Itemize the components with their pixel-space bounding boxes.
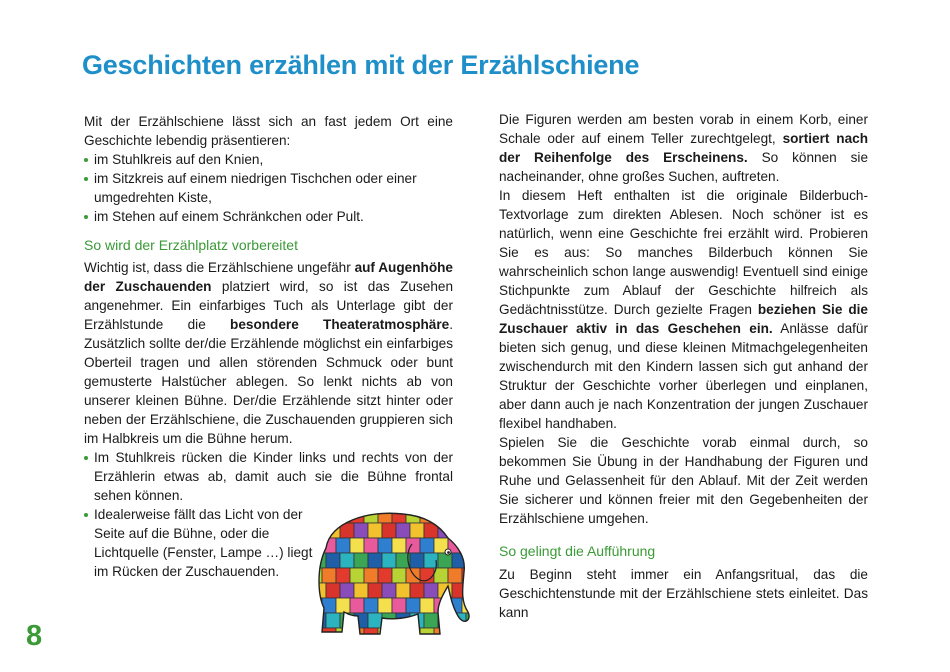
body-paragraph (499, 186, 868, 433)
page-title: Geschichten erzählen mit der Erzählschiene (82, 50, 640, 80)
text-run: So können sie nacheinander, ohne großes Suchen, auftreten. (499, 150, 869, 184)
bold-text: auf Augenhöhe der Zuschauenden (84, 260, 453, 294)
bold-text: besondere Theateratmosphäre (230, 317, 450, 332)
elephant-illustration (308, 508, 478, 640)
list-item: im Sitzkreis auf einem niedrigen Tischchen oder einer umgedrehten Kiste, (84, 169, 453, 207)
bold-text: sortiert nach der Reihenfolge des Erscheinens. (499, 131, 868, 165)
body-paragraph (499, 110, 868, 186)
text-run: platziert wird, so ist das Zusehen angenehmer. Ein einfarbiges Tuch als Unterlage gibt der Erzählstunde die (84, 279, 454, 332)
body-paragraph: Spielen Sie die Geschichte vorab einmal durch, so bekommen Sie Übung in der Handhabung der Figuren und Ruhe und Gelassenheit für den Ablauf. Mit der Zeit werden Sie sicherer und können freier mit den Gegebenheiten der Erzählschiene umgehen. (499, 435, 868, 526)
section-heading-auffuehrung: So gelingt die Aufführung (499, 543, 656, 559)
right-column (499, 110, 868, 622)
list-item: im Stuhlkreis auf den Knien, (84, 150, 453, 169)
list-item: im Stehen auf einem Schränkchen oder Pult. (84, 207, 453, 226)
text-run: . Zusätzlich sollte der/die Erzählende möglichst ein einfarbiges Oberteil tragen und allen störenden Schmuck oder bunt gemusterte Halstücher ablegen. So lenkt nichts ab von unserer kleinen Bühne. Der/die Erzählende sitzt hinter oder neben der Erzählschiene, die Zuschauenden gruppieren sich im Halbkreis um die Bühne herum. (84, 317, 453, 446)
intro-paragraph: Mit der Erzählschiene lässt sich an fast jedem Ort eine Geschichte lebendig präsentieren: (84, 114, 453, 148)
page-number: 8 (26, 620, 43, 652)
text-run: Anlässe dafür bieten sich genug, und diese kleinen Mitmachgelegenheiten zwischendurch mit den Kindern lassen sich gut anhand der Struktur der Geschichte vorher überlegen und einplanen, aber dann auch je nach Konzentration der jungen Zuschauer flexibel handhaben. (499, 321, 868, 431)
list-item: Idealerweise fällt das Licht von der Seite auf die Bühne, oder die Lichtquelle (Fenster, Lampe …) liegt im Rücken der Zuschauenden. (84, 505, 322, 581)
body-paragraph: Zu Beginn steht immer ein Anfangsritual, das die Geschichtenstunde mit der Erzählschiene stets einleitet. Das kann (499, 567, 868, 620)
body-paragraph (84, 258, 453, 448)
text-run: In diesem Heft enthalten ist die originale Bilderbuch-Textvorlage zum direkten Ablesen. Noch schöner ist es natürlich, wenn eine Geschichte frei erzählt wird. Probieren Sie es aus: So manches Bilderbuch können Sie wahrscheinlich schon lange auswendig! Eventuell sind einige Stichpunkte zum Ablauf der Geschichte hilfreich als Gedächtnisstütze. Durch gezielte Fragen (499, 188, 868, 317)
intro-bullet-list (84, 150, 453, 226)
bold-text: beziehen Sie die Zuschauer aktiv in das Geschehen ein. (499, 302, 868, 336)
text-run: Die Figuren werden am besten vorab in einem Korb, einer Schale oder auf einem Teller zurechtgelegt, (499, 112, 868, 146)
list-item: Im Stuhlkreis rücken die Kinder links und rechts von der Erzählerin etwas ab, damit auch sie die Bühne frontal sehen können. (84, 448, 453, 505)
text-run: Wichtig ist, dass die Erzählschiene ungefähr (84, 260, 355, 275)
section-heading-erzaehlplatz: So wird der Erzählplatz vorbereitet (84, 237, 298, 253)
